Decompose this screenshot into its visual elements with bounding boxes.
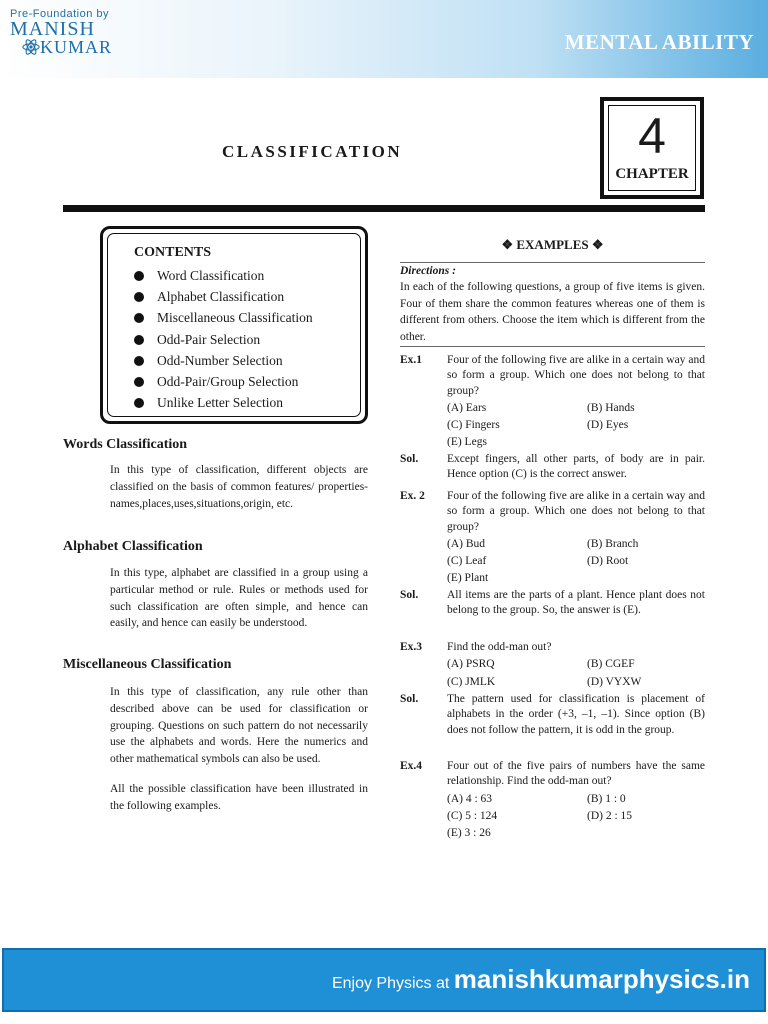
- option: (D) Root: [587, 555, 629, 568]
- chapter-heading: CLASSIFICATION: [222, 142, 403, 161]
- logo-name-first: MANISH: [10, 18, 95, 40]
- solution-2: [400, 588, 705, 619]
- solution-text: Except fingers, all other parts, of body are in pair. Hence option (C) is the correct answer.: [447, 453, 705, 481]
- option: (D) VYXW: [587, 675, 642, 688]
- option: (C) 5 : 124: [447, 809, 498, 822]
- contents-title: CONTENTS: [134, 245, 212, 260]
- example-label: Ex.1: [400, 354, 423, 366]
- option: (E) Legs: [447, 436, 487, 449]
- contents-item: Word Classification: [134, 265, 360, 286]
- solution-label: Sol.: [400, 589, 419, 601]
- option: (D) 2 : 15: [587, 809, 633, 822]
- bullet-icon: [134, 271, 144, 281]
- footer-banner: [2, 948, 766, 1012]
- option: (C) Leaf: [447, 555, 487, 568]
- section-text-alphabet: In this type, alphabet are classified in a group using a particular method or rule. Rules or methods used for such classification are often simple, and hence can easily, and hence can easily be understood.: [110, 567, 368, 630]
- logo-name-last: KUMAR: [40, 37, 113, 57]
- option-grid: [447, 400, 705, 452]
- solution-label: Sol.: [400, 693, 419, 705]
- example-label: Ex. 2: [400, 490, 425, 502]
- directions-label: Directions :: [400, 265, 456, 277]
- example-question: Four of the following five are alike in a certain way and so form a group. Which one does not belong to that group?: [447, 354, 705, 397]
- section-title-words: Words Classification: [63, 437, 188, 452]
- divider: [400, 262, 705, 263]
- example-question: Find the odd-man out?: [447, 641, 552, 653]
- bullet-icon: [134, 398, 144, 408]
- solution-1: [400, 452, 705, 483]
- example-question: Four of the following five are alike in a certain way and so form a group. Which one does not belong to that group?: [447, 490, 705, 533]
- example-2: [400, 489, 705, 588]
- solution-label: Sol.: [400, 453, 419, 465]
- section-text-words: In this type of classification, different objects are classified on the basis of common features/ properties-names,places,uses,situations,origin, etc.: [110, 464, 368, 510]
- option: (D) Eyes: [587, 419, 629, 432]
- subject-title: MENTAL ABILITY: [564, 30, 754, 54]
- page-header: [0, 0, 768, 78]
- option: (C) Fingers: [447, 419, 500, 432]
- contents-item: Odd-Number Selection: [134, 350, 360, 371]
- option: (A) Ears: [447, 401, 487, 414]
- divider-rule: [63, 205, 705, 212]
- section-title-alphabet: Alphabet Classification: [63, 539, 203, 554]
- chapter-box: [600, 97, 704, 199]
- option-grid: [447, 656, 705, 690]
- option: (E) Plant: [447, 572, 489, 585]
- footer-site-link[interactable]: manishkumarphysics.in: [453, 964, 750, 994]
- option-grid: [447, 536, 705, 588]
- bullet-icon: [134, 292, 144, 302]
- option: (B) Hands: [587, 401, 635, 414]
- divider: [400, 346, 705, 347]
- example-3: [400, 640, 705, 691]
- option: (B) Branch: [587, 537, 639, 550]
- contents-item: Alphabet Classification: [134, 286, 360, 307]
- bullet-icon: [134, 335, 144, 345]
- contents-item: Unlike Letter Selection: [134, 392, 360, 413]
- example-label: Ex.3: [400, 641, 423, 653]
- footer-prefix: Enjoy Physics at: [331, 975, 454, 992]
- option: (A) 4 : 63: [447, 792, 493, 805]
- bullet-icon: [134, 313, 144, 323]
- section-title-misc: Miscellaneous Classification: [63, 657, 232, 672]
- solution-text: All items are the parts of a plant. Hence plant does not belong to the group. So, the answer is (E).: [447, 589, 705, 617]
- atom-icon: [22, 38, 40, 56]
- contents-item: Odd-Pair/Group Selection: [134, 371, 360, 392]
- example-label: Ex.4: [400, 760, 423, 772]
- option: (A) Bud: [447, 537, 486, 550]
- chapter-number: 4: [638, 108, 666, 164]
- solution-text: The pattern used for classification is placement of alphabets in the order (+3, –1, –1). Since option (B) does not follow the pattern, it is odd in the group.: [447, 693, 705, 736]
- example-question: Four out of the five pairs of numbers have the same relationship. Find the odd-man out?: [447, 760, 705, 788]
- logo-tagline: Pre-Foundation by: [10, 8, 109, 20]
- option: (B) CGEF: [587, 658, 635, 671]
- section-text-misc: In this type of classification, any rule other than described above can be used for classification or grouping. Questions on such pattern do not necessarily use the alphabets and words. Here the numerics and other mathematical symbols can also be used.: [110, 686, 368, 766]
- solution-3: [400, 692, 705, 738]
- logo: [10, 8, 112, 56]
- bullet-icon: [134, 356, 144, 366]
- option: (A) PSRQ: [447, 658, 495, 671]
- bullet-icon: [134, 377, 144, 387]
- section-text-misc-2: All the possible classification have been illustrated in the following examples.: [110, 783, 368, 812]
- examples-title: ❖ EXAMPLES ❖: [501, 237, 604, 252]
- directions-text: In each of the following questions, a group of five items is given. Four of them share the common features whereas one of them is different from others. Choose the item which is different from the other.: [400, 281, 705, 343]
- example-4: [400, 759, 705, 842]
- example-1: [400, 353, 705, 452]
- contents-box: [100, 226, 368, 424]
- option: (B) 1 : 0: [587, 792, 626, 805]
- chapter-label: CHAPTER: [615, 166, 689, 182]
- option: (E) 3 : 26: [447, 827, 491, 839]
- contents-item: Odd-Pair Selection: [134, 329, 360, 350]
- contents-item: Miscellaneous Classification: [134, 307, 360, 328]
- option: (C) JMLK: [447, 675, 496, 688]
- option-grid: [447, 791, 705, 843]
